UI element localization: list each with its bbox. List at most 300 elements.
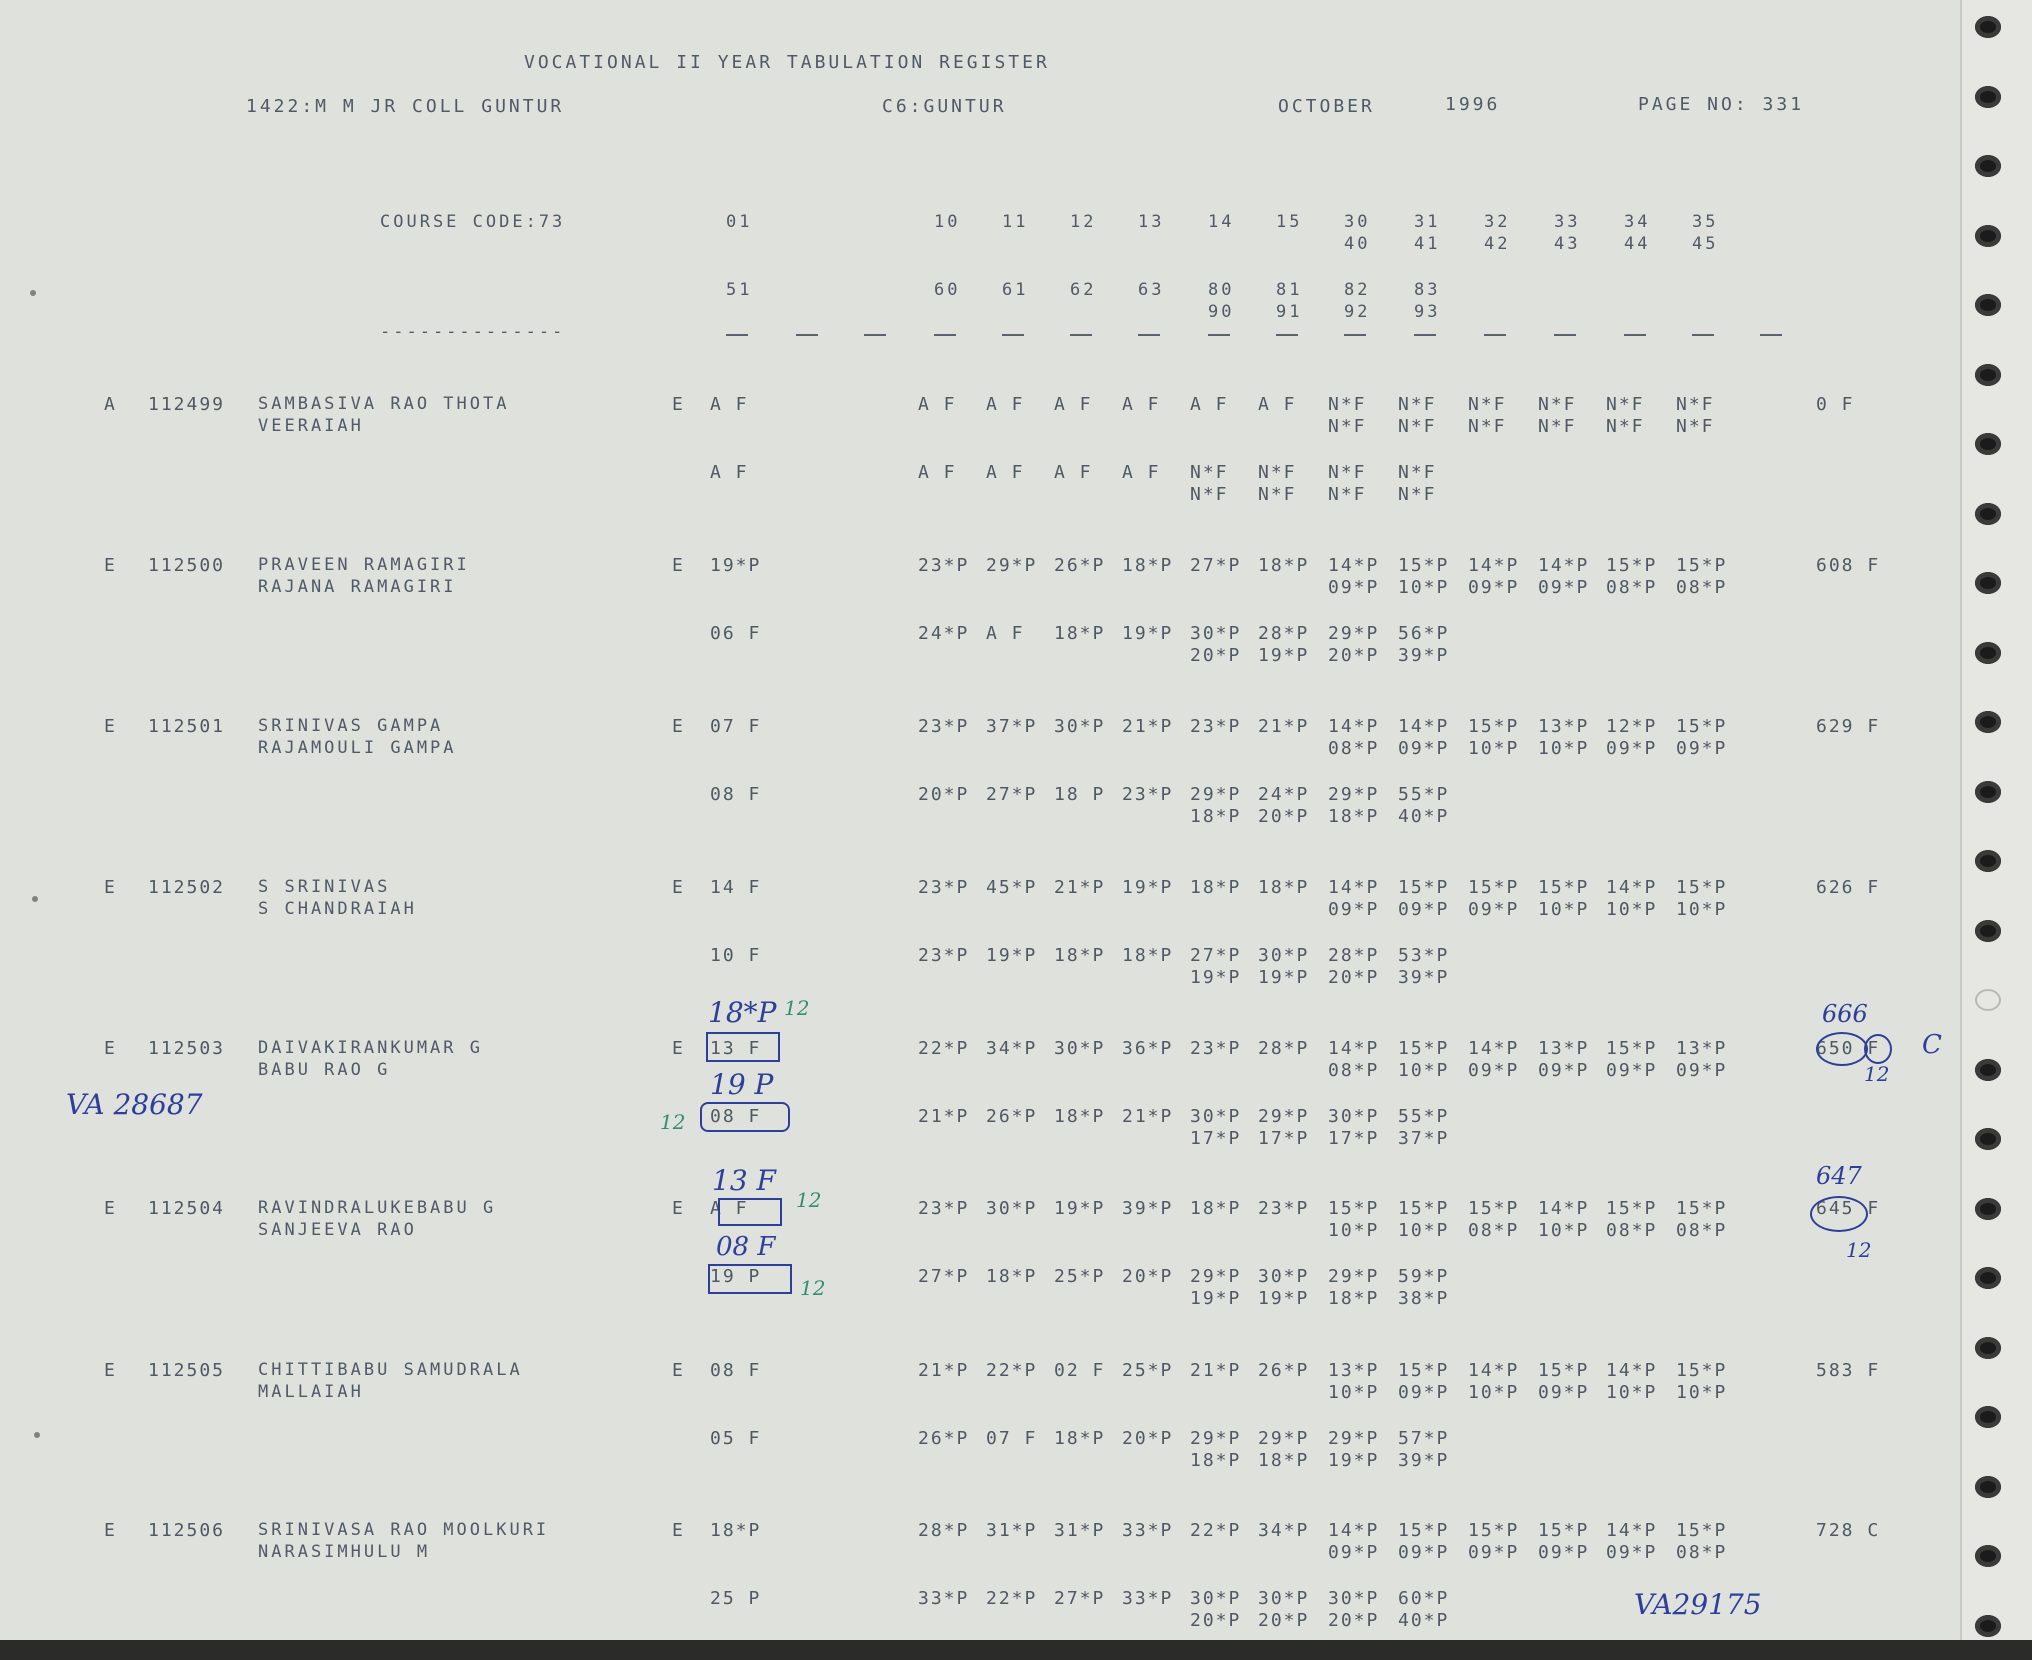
subject-mark: 15*P <box>1468 1198 1520 1219</box>
subject-mark: 55*P <box>1398 784 1450 805</box>
subject-mark: A F <box>1122 394 1161 415</box>
column-number: 31 <box>1414 212 1441 232</box>
course-code: COURSE CODE:73 <box>380 212 566 232</box>
column-number: 60 <box>934 280 961 300</box>
feed-hole <box>1975 225 2001 247</box>
subject-mark: 33*P <box>918 1588 970 1609</box>
subject-mark: 10*P <box>1468 1382 1520 1403</box>
subject-mark: 18*P <box>1054 1106 1106 1127</box>
subject-mark: 34*P <box>1258 1520 1310 1541</box>
subject-mark: 18*P <box>1328 1288 1380 1309</box>
subject-mark: 13*P <box>1538 716 1590 737</box>
subject-mark: N*F <box>1190 484 1229 505</box>
column-number: 11 <box>1002 212 1029 232</box>
subject-mark: 18*P <box>1258 1450 1310 1471</box>
subject-mark: 18*P <box>1190 877 1242 898</box>
register-title: VOCATIONAL II YEAR TABULATION REGISTER <box>524 52 1050 73</box>
subject-mark: N*F <box>1398 394 1437 415</box>
annotation-circle <box>1810 1196 1868 1232</box>
subject-mark: 10*P <box>1538 1220 1590 1241</box>
subject-mark: A F <box>1054 462 1093 483</box>
subject-mark: 09*P <box>1468 1060 1520 1081</box>
subject-mark: 20*P <box>1122 1266 1174 1287</box>
subject-mark: 14*P <box>1468 1038 1520 1059</box>
subject-mark: 09*P <box>1328 577 1380 598</box>
feed-hole <box>1975 920 2001 942</box>
grand-total: 645 F <box>1816 1198 1881 1219</box>
subject-mark: N*F <box>1468 394 1507 415</box>
subject-mark: 20*P <box>1190 645 1242 666</box>
subject-mark: 30*P <box>1328 1588 1380 1609</box>
grand-total: 608 F <box>1816 555 1881 576</box>
subject-mark: 22*P <box>986 1360 1038 1381</box>
column-number: 61 <box>1002 280 1029 300</box>
separator-dash <box>796 334 818 336</box>
subject-mark: 17*P <box>1328 1128 1380 1149</box>
subject-mark: 38*P <box>1398 1288 1450 1309</box>
subject-mark: 13*P <box>1328 1360 1380 1381</box>
student-name: SRINIVASA RAO MOOLKURI <box>258 1520 550 1540</box>
subject-mark: 10*P <box>1606 899 1658 920</box>
column-number: 40 <box>1344 234 1371 254</box>
column-number: 12 <box>1070 212 1097 232</box>
father-name: RAJANA RAMAGIRI <box>258 577 457 597</box>
subject-mark: 31*P <box>1054 1520 1106 1541</box>
subject-mark: 18*P <box>986 1266 1038 1287</box>
subject-mark: 23*P <box>1190 716 1242 737</box>
subject-mark: 18*P <box>1122 555 1174 576</box>
subject-mark: 15*P <box>1398 1520 1450 1541</box>
annotation-box <box>700 1102 790 1132</box>
subject-mark: 29*P <box>1328 1266 1380 1287</box>
student-name: RAVINDRALUKEBABU G <box>258 1198 497 1218</box>
paper-speck <box>32 896 38 902</box>
subject-mark: 15*P <box>1676 1360 1728 1381</box>
student-category: A <box>104 394 117 415</box>
subject-mark: 21*P <box>1122 716 1174 737</box>
subject-mark: N*F <box>1606 394 1645 415</box>
feed-hole <box>1975 1337 2001 1359</box>
subject-mark: 15*P <box>1398 1198 1450 1219</box>
subject-mark: 09*P <box>1468 899 1520 920</box>
feed-hole <box>1975 1059 2001 1081</box>
column-number: 43 <box>1554 234 1581 254</box>
first-year-result: 08 F <box>710 1360 762 1381</box>
subject-mark: 20*P <box>1122 1428 1174 1449</box>
subject-mark: N*F <box>1328 484 1367 505</box>
subject-mark: 19*P <box>1054 1198 1106 1219</box>
subject-mark: 14*P <box>1538 1198 1590 1219</box>
exam-center: C6:GUNTUR <box>882 96 1007 117</box>
subject-mark: N*F <box>1468 416 1507 437</box>
column-number: 82 <box>1344 280 1371 300</box>
subject-mark: A F <box>986 623 1025 644</box>
feed-hole <box>1975 1406 2001 1428</box>
father-name: VEERAIAH <box>258 416 364 436</box>
subject-mark: 09*P <box>1676 1060 1728 1081</box>
first-year-result: 18*P <box>710 1520 762 1541</box>
subject-mark: 29*P <box>1328 1428 1380 1449</box>
subject-mark: 14*P <box>1328 1520 1380 1541</box>
subject-mark: 39*P <box>1398 1450 1450 1471</box>
subject-mark: 19*P <box>1190 1288 1242 1309</box>
subject-mark: 22*P <box>1190 1520 1242 1541</box>
subject-mark: 21*P <box>1122 1106 1174 1127</box>
subject-mark: 09*P <box>1676 738 1728 759</box>
column-number: 93 <box>1414 302 1441 322</box>
column-number: 01 <box>726 212 753 232</box>
feed-hole <box>1975 503 2001 525</box>
subject-mark: 23*P <box>1258 1198 1310 1219</box>
subject-mark: 23*P <box>918 1198 970 1219</box>
subject-mark: 09*P <box>1468 1542 1520 1563</box>
second-year-result: 10 F <box>710 945 762 966</box>
feed-hole <box>1975 1128 2001 1150</box>
column-number: 10 <box>934 212 961 232</box>
roll-number: 112504 <box>148 1198 226 1219</box>
father-name: RAJAMOULI GAMPA <box>258 738 457 758</box>
separator-dash <box>1138 334 1160 336</box>
subject-mark: 07 F <box>986 1428 1038 1449</box>
feed-hole <box>1975 16 2001 38</box>
first-year-result: 07 F <box>710 716 762 737</box>
separator-dash <box>1208 334 1230 336</box>
second-year-result: 25 P <box>710 1588 762 1609</box>
separator-dash <box>934 334 956 336</box>
bottom-edge <box>0 1640 2032 1660</box>
subject-mark: N*F <box>1258 484 1297 505</box>
separator-dash <box>1692 334 1714 336</box>
subject-mark: 26*P <box>1258 1360 1310 1381</box>
feed-hole <box>1975 364 2001 386</box>
subject-mark: 10*P <box>1398 1060 1450 1081</box>
subject-mark: 30*P <box>1328 1106 1380 1127</box>
subject-mark: 02 F <box>1054 1360 1106 1381</box>
subject-mark: 23*P <box>918 945 970 966</box>
subject-mark: 15*P <box>1606 1038 1658 1059</box>
subject-mark: A F <box>1258 394 1297 415</box>
subject-mark: N*F <box>1258 462 1297 483</box>
subject-mark: 29*P <box>986 555 1038 576</box>
subject-mark: 19*P <box>1122 623 1174 644</box>
annotation-y2-correction: 08 F <box>716 1232 776 1262</box>
second-year-result: 06 F <box>710 623 762 644</box>
subject-mark: 57*P <box>1398 1428 1450 1449</box>
subject-mark: 15*P <box>1398 1360 1450 1381</box>
subject-mark: 15*P <box>1676 555 1728 576</box>
subject-mark: 15*P <box>1468 716 1520 737</box>
medium-code: E <box>672 716 685 737</box>
subject-mark: 10*P <box>1538 738 1590 759</box>
subject-mark: 18*P <box>1190 1450 1242 1471</box>
subject-mark: 18*P <box>1054 945 1106 966</box>
subject-mark: 15*P <box>1538 1520 1590 1541</box>
subject-mark: 15*P <box>1676 1198 1728 1219</box>
subject-mark: 24*P <box>918 623 970 644</box>
second-year-result: 19 P <box>710 1266 762 1287</box>
column-number: 81 <box>1276 280 1303 300</box>
subject-mark: 15*P <box>1398 555 1450 576</box>
subject-mark: 15*P <box>1398 1038 1450 1059</box>
subject-mark: 30*P <box>1190 623 1242 644</box>
roll-number: 112502 <box>148 877 226 898</box>
roll-number: 112503 <box>148 1038 226 1059</box>
paper-speck <box>30 290 36 296</box>
subject-mark: 14*P <box>1328 555 1380 576</box>
subject-mark: 30*P <box>1258 945 1310 966</box>
subject-mark: 17*P <box>1190 1128 1242 1149</box>
subject-mark: 17*P <box>1258 1128 1310 1149</box>
separator-dash <box>1344 334 1366 336</box>
student-name: DAIVAKIRANKUMAR G <box>258 1038 483 1058</box>
subject-mark: 21*P <box>1258 716 1310 737</box>
subject-mark: 23*P <box>1190 1038 1242 1059</box>
subject-mark: 29*P <box>1190 784 1242 805</box>
subject-mark: 18*P <box>1054 623 1106 644</box>
subject-mark: 21*P <box>918 1106 970 1127</box>
second-year-result: A F <box>710 462 749 483</box>
annotation-total-correction: 666 <box>1822 1000 1868 1028</box>
feed-hole <box>1975 294 2001 316</box>
annotation-y1-correction: 13 F <box>712 1164 776 1197</box>
annotation-initials: 12 <box>800 1276 826 1300</box>
subject-mark: 15*P <box>1468 877 1520 898</box>
annotation-circle <box>1864 1034 1892 1064</box>
column-number: 41 <box>1414 234 1441 254</box>
second-year-result: 05 F <box>710 1428 762 1449</box>
grand-total: 728 C <box>1816 1520 1881 1541</box>
subject-mark: 18*P <box>1258 555 1310 576</box>
subject-mark: 18 P <box>1054 784 1106 805</box>
subject-mark: 09*P <box>1606 1060 1658 1081</box>
subject-mark: 08*P <box>1606 1220 1658 1241</box>
subject-mark: 40*P <box>1398 806 1450 827</box>
separator-dash <box>1276 334 1298 336</box>
subject-mark: 08*P <box>1676 577 1728 598</box>
college-name: 1422:M M JR COLL GUNTUR <box>246 96 565 117</box>
feed-hole <box>1975 711 2001 733</box>
subject-mark: 53*P <box>1398 945 1450 966</box>
separator-dash <box>864 334 886 336</box>
subject-mark: N*F <box>1676 394 1715 415</box>
column-number: 45 <box>1692 234 1719 254</box>
subject-mark: N*F <box>1398 484 1437 505</box>
subject-mark: 21*P <box>918 1360 970 1381</box>
column-number: 32 <box>1484 212 1511 232</box>
annotation-y1-correction: 18*P <box>708 996 777 1029</box>
subject-mark: 18*P <box>1190 1198 1242 1219</box>
student-name: SRINIVAS GAMPA <box>258 716 444 736</box>
subject-mark: 19*P <box>1258 967 1310 988</box>
subject-mark: A F <box>1122 462 1161 483</box>
feed-hole <box>1975 86 2001 108</box>
subject-mark: 28*P <box>1258 1038 1310 1059</box>
subject-mark: 45*P <box>986 877 1038 898</box>
subject-mark: 29*P <box>1328 623 1380 644</box>
subject-mark: 29*P <box>1328 784 1380 805</box>
subject-mark: 08*P <box>1328 1060 1380 1081</box>
subject-mark: 19*P <box>986 945 1038 966</box>
subject-mark: 15*P <box>1676 877 1728 898</box>
annotation-total-correction: 647 <box>1816 1162 1862 1190</box>
separator-dash <box>726 334 748 336</box>
subject-mark: 13*P <box>1676 1038 1728 1059</box>
subject-mark: 09*P <box>1398 738 1450 759</box>
subject-mark: 19*P <box>1328 1450 1380 1471</box>
medium-code: E <box>672 877 685 898</box>
subject-mark: 29*P <box>1258 1106 1310 1127</box>
student-name: PRAVEEN RAMAGIRI <box>258 555 470 575</box>
medium-code: E <box>672 1520 685 1541</box>
subject-mark: 26*P <box>918 1428 970 1449</box>
separator-dash <box>1070 334 1092 336</box>
annotation-initials: 12 <box>784 996 810 1020</box>
subject-mark: 09*P <box>1538 1060 1590 1081</box>
subject-mark: 09*P <box>1398 1542 1450 1563</box>
subject-mark: 15*P <box>1398 877 1450 898</box>
subject-mark: 28*P <box>1328 945 1380 966</box>
subject-mark: 25*P <box>1054 1266 1106 1287</box>
subject-mark: 10*P <box>1328 1382 1380 1403</box>
subject-mark: 08*P <box>1468 1220 1520 1241</box>
subject-mark: 14*P <box>1606 1360 1658 1381</box>
annotation-reference: VA29175 <box>1634 1588 1762 1621</box>
subject-mark: 20*P <box>1328 645 1380 666</box>
feed-hole <box>1975 781 2001 803</box>
separator-dash <box>1414 334 1436 336</box>
student-category: E <box>104 716 117 737</box>
subject-mark: 28*P <box>1258 623 1310 644</box>
second-year-result: 08 F <box>710 1106 762 1127</box>
student-category: E <box>104 1198 117 1219</box>
student-name: CHITTIBABU SAMUDRALA <box>258 1360 523 1380</box>
subject-mark: 13*P <box>1538 1038 1590 1059</box>
subject-mark: 56*P <box>1398 623 1450 644</box>
subject-mark: 19*P <box>1190 967 1242 988</box>
subject-mark: 14*P <box>1328 1038 1380 1059</box>
subject-mark: 08*P <box>1328 738 1380 759</box>
subject-mark: 09*P <box>1398 899 1450 920</box>
subject-mark: 14*P <box>1606 877 1658 898</box>
feed-hole <box>1975 1267 2001 1289</box>
subject-mark: 30*P <box>1190 1106 1242 1127</box>
column-number: 33 <box>1554 212 1581 232</box>
subject-mark: 15*P <box>1676 1520 1728 1541</box>
annotation-initials: 12 <box>796 1188 822 1212</box>
subject-mark: 27*P <box>1190 555 1242 576</box>
medium-code: E <box>672 1038 685 1059</box>
subject-mark: 28*P <box>918 1520 970 1541</box>
first-year-result: A F <box>710 394 749 415</box>
column-number: 90 <box>1208 302 1235 322</box>
subject-mark: 23*P <box>918 877 970 898</box>
column-number: 92 <box>1344 302 1371 322</box>
subject-mark: 22*P <box>986 1588 1038 1609</box>
subject-mark: 15*P <box>1606 1198 1658 1219</box>
subject-mark: 37*P <box>1398 1128 1450 1149</box>
subject-mark: 20*P <box>1328 967 1380 988</box>
subject-mark: 30*P <box>1258 1588 1310 1609</box>
subject-mark: 59*P <box>1398 1266 1450 1287</box>
column-number: 91 <box>1276 302 1303 322</box>
subject-mark: 09*P <box>1328 1542 1380 1563</box>
subject-mark: 25*P <box>1122 1360 1174 1381</box>
subject-mark: 27*P <box>918 1266 970 1287</box>
subject-mark: 29*P <box>1190 1428 1242 1449</box>
subject-mark: 20*P <box>1258 806 1310 827</box>
subject-mark: 22*P <box>918 1038 970 1059</box>
feed-hole <box>1975 155 2001 177</box>
subject-mark: 15*P <box>1538 1360 1590 1381</box>
separator-dash <box>1002 334 1024 336</box>
first-year-result: A F <box>710 1198 749 1219</box>
first-year-result: 19*P <box>710 555 762 576</box>
subject-mark: 15*P <box>1606 555 1658 576</box>
subject-mark: 14*P <box>1468 555 1520 576</box>
subject-mark: 27*P <box>1190 945 1242 966</box>
subject-mark: N*F <box>1676 416 1715 437</box>
roll-number: 112499 <box>148 394 226 415</box>
column-number: 63 <box>1138 280 1165 300</box>
student-category: E <box>104 1520 117 1541</box>
subject-mark: 15*P <box>1538 877 1590 898</box>
subject-mark: 18*P <box>1054 1428 1106 1449</box>
separator-dash <box>1484 334 1506 336</box>
column-number: 30 <box>1344 212 1371 232</box>
subject-mark: 39*P <box>1122 1198 1174 1219</box>
column-number: 13 <box>1138 212 1165 232</box>
subject-mark: 60*P <box>1398 1588 1450 1609</box>
roll-number: 112501 <box>148 716 226 737</box>
feed-hole <box>1975 1545 2001 1567</box>
roll-number: 112500 <box>148 555 226 576</box>
page-number: PAGE NO: 331 <box>1638 94 1805 115</box>
subject-mark: 30*P <box>1190 1588 1242 1609</box>
subject-mark: 55*P <box>1398 1106 1450 1127</box>
student-category: E <box>104 877 117 898</box>
subject-mark: N*F <box>1328 394 1367 415</box>
subject-mark: 21*P <box>1054 877 1106 898</box>
student-name: S SRINIVAS <box>258 877 391 897</box>
subject-mark: 12*P <box>1606 716 1658 737</box>
subject-mark: 09*P <box>1538 1382 1590 1403</box>
annotation-box <box>718 1198 782 1226</box>
subject-mark: 10*P <box>1398 577 1450 598</box>
subject-mark: 20*P <box>1190 1610 1242 1631</box>
underline: -------------- <box>380 322 566 342</box>
medium-code: E <box>672 394 685 415</box>
subject-mark: A F <box>1190 394 1229 415</box>
subject-mark: 20*P <box>1258 1610 1310 1631</box>
subject-mark: 36*P <box>1122 1038 1174 1059</box>
subject-mark: N*F <box>1328 462 1367 483</box>
roll-number: 112506 <box>148 1520 226 1541</box>
feed-hole <box>1975 1615 2001 1637</box>
subject-mark: 10*P <box>1676 1382 1728 1403</box>
annotation-initials: 12 <box>1846 1238 1872 1262</box>
subject-mark: 09*P <box>1606 738 1658 759</box>
first-year-result: 14 F <box>710 877 762 898</box>
subject-mark: 18*P <box>1258 877 1310 898</box>
subject-mark: 30*P <box>1258 1266 1310 1287</box>
subject-mark: 33*P <box>1122 1588 1174 1609</box>
subject-mark: 15*P <box>1676 716 1728 737</box>
subject-mark: 10*P <box>1606 1382 1658 1403</box>
subject-mark: N*F <box>1538 416 1577 437</box>
grand-total: 0 F <box>1816 394 1855 415</box>
subject-mark: 14*P <box>1328 877 1380 898</box>
subject-mark: 21*P <box>1190 1360 1242 1381</box>
